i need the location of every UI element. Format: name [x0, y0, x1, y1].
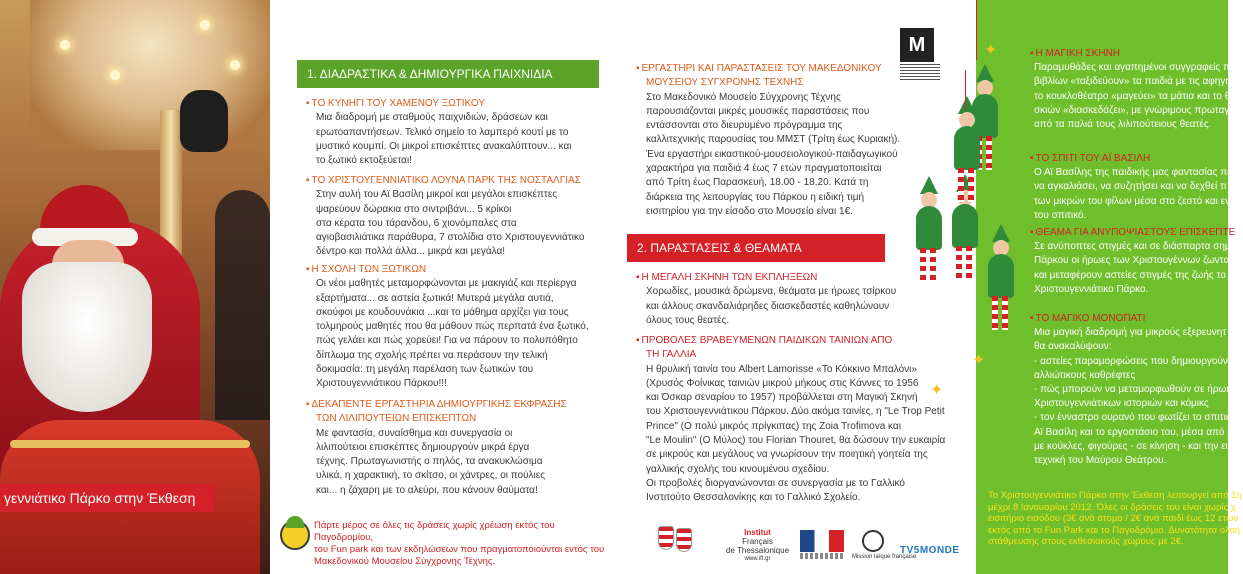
- santa-glove: [180, 90, 228, 152]
- item-line: με κούκλες, φιγούρες - σε κίνηση - και την ει: [1034, 440, 1228, 452]
- info-line: μέχρι 8 Ιανουαρίου 2012. Όλες οι δράσεις του είναι χωρίς χ: [988, 501, 1236, 513]
- item-line: εξαρτήματα... σε αστεία ξωτικά! Μυτερά μεγάλα αυτιά,: [316, 292, 554, 304]
- item-line: Οι προβολές διοργανώνονται σε συνεργασία με το Γαλλικό: [646, 477, 905, 489]
- item-title-line2: ΤΗ ΓΑΛΛΙΑ: [646, 349, 697, 361]
- item-line: σκιών «διασκεδάζει», με γνώριμους πρωταγω: [1034, 104, 1238, 116]
- hanging-string: [965, 70, 966, 110]
- section1-item-luna-park: [306, 174, 606, 260]
- item-line: και άλλους σκανδαλιάρηδες διασκεδαστές καθηλώνουν: [646, 300, 890, 312]
- item-title-line2: ΜΟΥΣΕΙΟΥ ΣΥΓΧΡΟΝΗΣ ΤΕΧΝΗΣ: [646, 77, 804, 89]
- item-line: Στην αυλή του Αϊ Βασίλη μικροί και μεγάλοι επισκέπτες: [316, 189, 558, 201]
- bullet-icon: ▪: [636, 335, 640, 346]
- item-line: να αγκαλιάσει, να συζητήσει και να δεχθεί τι: [1034, 181, 1227, 193]
- item-line: δέντρο και πολλά άλλα... μικρά και μεγάλα!: [316, 246, 506, 258]
- item-line: Ο Αϊ Βασίλης της παιδικής μας φαντασίας πε: [1034, 167, 1232, 179]
- french-flag-icon: [800, 530, 844, 552]
- logo-text: de Thessalonique: [726, 546, 790, 555]
- item-line: των μικρών του φίλων μέσα στο ζεστό και εν: [1034, 195, 1231, 207]
- item-line: και... η ζάχαρη με το αλεύρι, που κάνουν θαύματα!: [316, 484, 538, 496]
- item-line: γαλλικής σχολής του κινουμένου σχεδίου.: [646, 463, 830, 475]
- item-line: - αστείες παραμορφώσεις που δημιουργούντα: [1034, 355, 1238, 367]
- bullet-icon: ▪: [636, 63, 640, 74]
- cover-photo: [0, 0, 270, 574]
- item-body: [306, 427, 606, 498]
- item-line: από τα παλιά τους λιλιπούτειους θεατές.: [1034, 119, 1212, 131]
- item-line: Prince" (Ο πολύ μικρός πρίγκιπας) της Zoia Trofimova και: [646, 420, 901, 432]
- item-line: Χορωδίες, μουσικά δρώμενα, θεάματα με ήρωες τσίρκου: [646, 286, 897, 298]
- bullet-icon: ▪: [306, 98, 310, 109]
- item-line: του Χριστουγεννιάτικου Πάρκου. Δύο ακόμα ταινίες, η "Le Trop Petit: [646, 406, 945, 418]
- item-line: καλλιτεχνικής παρουσίας του ΜΜΣΤ (Τρίτη έως Κυριακή).: [646, 134, 901, 146]
- item-body: [636, 363, 966, 506]
- green-item-surprise-show: [1030, 226, 1235, 297]
- item-body: [306, 111, 606, 168]
- photo-caption: γεννιάτικο Πάρκο στην Έκθεση: [0, 484, 215, 512]
- museum-logo-caption: [900, 64, 940, 80]
- item-line: Χριστουγεννιάτικου Πάρκου!!!: [316, 378, 447, 390]
- bullet-icon: ▪: [306, 175, 310, 186]
- note-line: Πάρτε μέρος σε όλες τις δράσεις χωρίς χρέωση εκτός του Παγοδρομίου,: [314, 520, 555, 543]
- item-body: [1030, 326, 1243, 468]
- item-line: (Χρυσός Φοίνικας ταινιών μικρού μήκους στις Κάννες το 1956: [646, 377, 919, 389]
- elf-face-icon: [280, 520, 310, 550]
- item-line: Μια μαγική διαδρομή για μικρούς εξερευνητ: [1034, 327, 1227, 339]
- section1-item-lost-elf: [306, 97, 606, 168]
- bullet-icon: ▪: [1030, 48, 1034, 59]
- item-line: εισιτηρίου για την είσοδο στο Μουσείο είναι 1€.: [646, 205, 853, 217]
- section2-item-big-stage: [636, 271, 936, 328]
- sock-icon: [658, 526, 674, 550]
- carousel-lamp: [230, 60, 240, 70]
- item-line: "Le Moulin" (Ο Μύλος) του Florian Thouret, θα δώσουν την ευκαιρία: [646, 435, 946, 447]
- item-line: το ξωτικό εκτοξεύεται!: [316, 155, 412, 167]
- item-line: και μεταφέρουν αστείες στιγμές της ζωής το: [1034, 269, 1226, 281]
- item-line: και Όσκαρ σεναρίου το 1957) προβάλλεται στη Μαγική Σκηνή: [646, 392, 918, 404]
- bullet-icon: ▪: [1030, 227, 1034, 238]
- item-line: Αϊ Βασίλη και το εργοστάσιο του, μέσα από μ: [1034, 426, 1233, 438]
- info-line: Το Χριστουγεννιάτικο Πάρκο στην Έκθεση λειτουργεί από 1η: [988, 490, 1242, 501]
- item-title: ΤΟ ΜΑΓΙΚΟ ΜΟΝΟΠΑΤΙ: [1035, 313, 1146, 324]
- item-line: όλους τους θεατές.: [646, 314, 730, 326]
- bullet-icon: ▪: [306, 399, 310, 410]
- item-title: ΤΟ ΣΠΙΤΙ ΤΟΥ ΑΪ ΒΑΣΙΛΗ: [1035, 153, 1151, 164]
- bullet-icon: ▪: [1030, 153, 1034, 164]
- item-line: σκούφοι με κουδουνάκια ...και το μάθημα αρχίζει για τους: [316, 306, 569, 318]
- item-line: Πάρκου οι ήρωες των Χριστουγέννων ζωντα: [1034, 255, 1230, 267]
- item-title: ΔΕΚΑΠΕΝΤΕ ΕΡΓΑΣΤΗΡΙΑ ΔΗΜΙΟΥΡΓΙΚΗΣ ΕΚΦΡΑΣΗΣ: [311, 399, 567, 410]
- socks-logo-icon: [636, 526, 714, 556]
- flag-caption: [800, 553, 844, 559]
- item-line: Η θρυλική ταινία του Albert Lamorisse «Το Κόκκινο Μπαλόνι»: [646, 363, 917, 375]
- item-line: στα κέρατα του τάρανδου, 6 χιονόμπαλες στα: [316, 217, 517, 229]
- item-line: - τον ένναστρο ουρανό που φωτίζει το σπιτικό τ: [1034, 412, 1243, 424]
- section2-item-film-screenings: [636, 334, 966, 506]
- item-body: [306, 188, 606, 259]
- item-line: αγιοβασιλιάτικα παράθυρα, 7 στολίδια στο Χριστουγεννιάτικο: [316, 232, 585, 244]
- bullet-icon: ▪: [636, 272, 640, 283]
- free-entry-note: [314, 520, 614, 568]
- tv5monde-logo: TV5MONDE: [900, 545, 960, 556]
- museum-logo-icon: M: [900, 28, 934, 62]
- info-line: στάθμευσης στους εκθεσιακούς χώρους με 2€.: [988, 536, 1184, 547]
- item-title: ΤΟ ΚΥΝΗΓΙ ΤΟΥ ΧΑΜΕΝΟΥ ΞΩΤΙΚΟΥ: [311, 98, 485, 109]
- item-body: [1030, 61, 1237, 132]
- santa-beard: [22, 262, 152, 412]
- item-line: ψαρεύουν δώρακια στο σιντριβάνι... 5 κρίκοι: [316, 203, 512, 215]
- carousel-canopy: [30, 0, 270, 150]
- item-line: Μια διαδρομή με σταθμούς παιχνιδιών, δράσεων και: [316, 112, 548, 124]
- item-line: μυστικό κουμπί. Οι μικροί επισκέπτες ανακαλύπτουν... και: [316, 140, 572, 152]
- green-item-magic-path: [1030, 312, 1243, 468]
- item-body: [636, 285, 936, 328]
- item-line: πώς γελάει και πώς χορεύει! Για να πάρουν το πολυπόθητο: [316, 335, 578, 347]
- section1-title: 1. ΔΙΑΔΡΑΣΤΙΚΑ & ΔΗΜΙΟΥΡΓΙΚΑ ΠΑΙΧΝΙΔΙΑ: [297, 60, 599, 88]
- institut-francais-logo: [726, 528, 789, 564]
- mission-laique-text: Mission laïque française: [852, 554, 917, 560]
- item-title: Η ΜΕΓΑΛΗ ΣΚΗΝΗ ΤΩΝ ΕΚΠΛΗΞΕΩΝ: [641, 272, 818, 283]
- item-line: βιβλίων «ταξιδεύουν» τα παιδιά με τις αφηγή: [1034, 76, 1231, 88]
- info-line: εκτός από το Fun Park και το Παγοδρόμιο. Δυνατότητα ολοή: [988, 524, 1241, 536]
- item-title-line2: ΤΩΝ ΛΙΛΙΠΟΥΤΕΙΩΝ ΕΠΙΣΚΕΠΤΩΝ: [316, 413, 477, 425]
- star-icon: ✦: [930, 382, 944, 399]
- item-title: Η ΣΧΟΛΗ ΤΩΝ ΞΩΤΙΚΩΝ: [311, 264, 427, 275]
- item-line: χαρακτήρα για παιδιά 4 έως 7 ετών πραγματοποιείται: [646, 163, 882, 175]
- note-line: Μακεδονικού Μουσείου Σύγχρονης Τέχνης.: [314, 556, 496, 567]
- item-body: [1030, 166, 1232, 223]
- item-line: Ένα εργαστήρι εικαστικού-μουσειολογικού-παιδαγωγικού: [646, 148, 898, 160]
- item-line: λιλιπούτειοι επισκέπτες δημιουργούν μικρά έργα: [316, 441, 530, 453]
- item-line: Με φαντασία, συναίσθημα και συνεργασία οι: [316, 427, 513, 439]
- item-line: Χριστουγεννιάτικο Πάρκο.: [1034, 283, 1149, 295]
- item-line: Οι νέοι μαθητές μεταμορφώνονται με μακιγιάζ και περίεργα: [316, 278, 577, 290]
- star-icon: ✦: [972, 352, 986, 369]
- logo-text: Français: [742, 537, 773, 546]
- item-line: παρουσιάζονται μικρές μουσικές παραστάσεις που: [646, 105, 870, 117]
- logo-text: Institut: [744, 528, 771, 537]
- item-line: δίπλωμα της σχολής πρέπει να περάσουν την τελική: [316, 349, 548, 361]
- item-title: ΘΕΑΜΑ ΓΙΑ ΑΝΥΠΟΨΙΑΣΤΟΥΣ ΕΠΙΣΚΕΠΤΕ: [1035, 227, 1236, 238]
- item-line: υλικά, η χαρακτική, το σκίτσο, οι χάντρες, οι πούλιες: [316, 470, 546, 482]
- child-figure: [215, 190, 270, 420]
- logo-url: www.ift.gr: [744, 556, 771, 562]
- section1-item-elf-school: [306, 263, 606, 392]
- museum-workshop-item: [636, 62, 906, 219]
- hanging-string: [976, 0, 977, 60]
- item-title: ΠΡΟΒΟΛΕΣ ΒΡΑΒΕΥΜΕΝΩΝ ΠΑΙΔΙΚΩΝ ΤΑΙΝΙΩΝ ΑΠΟ: [641, 335, 893, 346]
- mission-laique-logo-icon: [862, 530, 884, 552]
- section2-title: 2. ΠΑΡΑΣΤΑΣΕΙΣ & ΘΕΑΜΑΤΑ: [627, 234, 885, 262]
- green-item-magic-stage: [1030, 47, 1237, 132]
- item-line: δοκιμασία: τη μεγάλη παρέλαση των ξωτικών του: [316, 364, 534, 376]
- item-line: του σπιτικό.: [1034, 209, 1087, 221]
- bullet-icon: ▪: [1030, 313, 1034, 324]
- item-line: Παραμυθάδες και αγαπημένοι συγγραφείς π: [1034, 62, 1230, 74]
- item-line: τεχνική του Μαύρου Θεάτρου.: [1034, 455, 1167, 467]
- item-line: Στο Μακεδονικό Μουσείο Σύγχρονης Τέχνης: [646, 91, 841, 103]
- carousel-lamp: [200, 20, 210, 30]
- star-icon: ✦: [984, 42, 998, 59]
- item-line: από Τρίτη έως Παρασκευή, 18.00 - 18.20. Κατά τη: [646, 177, 869, 189]
- item-line: αλλιώτικους καθρέφτες: [1034, 369, 1136, 381]
- item-title: Η ΜΑΓΙΚΗ ΣΚΗΝΗ: [1035, 48, 1121, 59]
- item-line: - πώς μπορούν να μεταμορφωθούν σε ήρωες: [1034, 384, 1236, 396]
- item-body: [306, 277, 606, 391]
- item-title: ΤΟ ΧΡΙΣΤΟΥΓΕΝΝΙΑΤΙΚΟ ΛΟΥΝΑ ΠΑΡΚ ΤΗΣ ΝΟΣΤΑΛΓΙΑΣ: [311, 175, 581, 186]
- carousel-lamp: [60, 40, 70, 50]
- item-line: σε μικρούς και μεγάλους να γνωρίσουν την ποιητική γοητεία της: [646, 449, 928, 461]
- item-body: [1030, 240, 1235, 297]
- item-line: τέχνης. Πρωταγωνιστής ο πηλός, τα ανακυκλώσιμα: [316, 456, 543, 468]
- item-line: ερωτοαπαντήσεων. Τελικό σημείο το λαμπερό κουτί με το: [316, 126, 569, 138]
- sleigh-trim: [10, 440, 250, 448]
- item-line: τολμηρούς μαθητές που θα μάθουν πώς περπατά ένα ξωτικό,: [316, 321, 589, 333]
- item-line: Σε ανύποπτες στιγμές και σε διάσπαρτα σημ: [1034, 241, 1231, 253]
- bullet-icon: ▪: [306, 264, 310, 275]
- item-line: θα ανακαλύψουν:: [1034, 341, 1112, 353]
- carousel-lamp: [110, 70, 120, 80]
- opening-info: [988, 490, 1242, 548]
- item-line: το κουκλοθέατρο «μαγεύει» τα μάτια και το θ: [1034, 90, 1231, 102]
- section1-item-workshops: [306, 398, 606, 498]
- note-line: του Fun park και των εκδηλώσεων που πραγματοποιούνται εντός του: [314, 544, 605, 555]
- item-line: Ινστιτούτο Θεσσαλονίκης και το Γαλλικό Σχολείο.: [646, 492, 861, 504]
- item-line: Χριστουγεννιάτικων ιστοριών και κόμικς: [1034, 398, 1209, 410]
- sock-icon: [676, 528, 692, 552]
- item-title: ΕΡΓΑΣΤΗΡΙ ΚΑΙ ΠΑΡΑΣΤΑΣΕΙΣ ΤΟΥ ΜΑΚΕΔΟΝΙΚΟΥ: [641, 63, 882, 74]
- item-line: εντάσσονται στο διευρυμένο πρόγραμμα της: [646, 120, 843, 132]
- info-line: εισιτήριο εισόδου (3€ ανά άτομο / 2€ ανά παιδί έως 12 ετών: [988, 513, 1239, 524]
- item-body: [636, 91, 906, 220]
- item-line: διάρκεια της λειτουργίας του Πάρκου η ειδική τιμή: [646, 191, 865, 203]
- green-item-santa-house: [1030, 152, 1232, 223]
